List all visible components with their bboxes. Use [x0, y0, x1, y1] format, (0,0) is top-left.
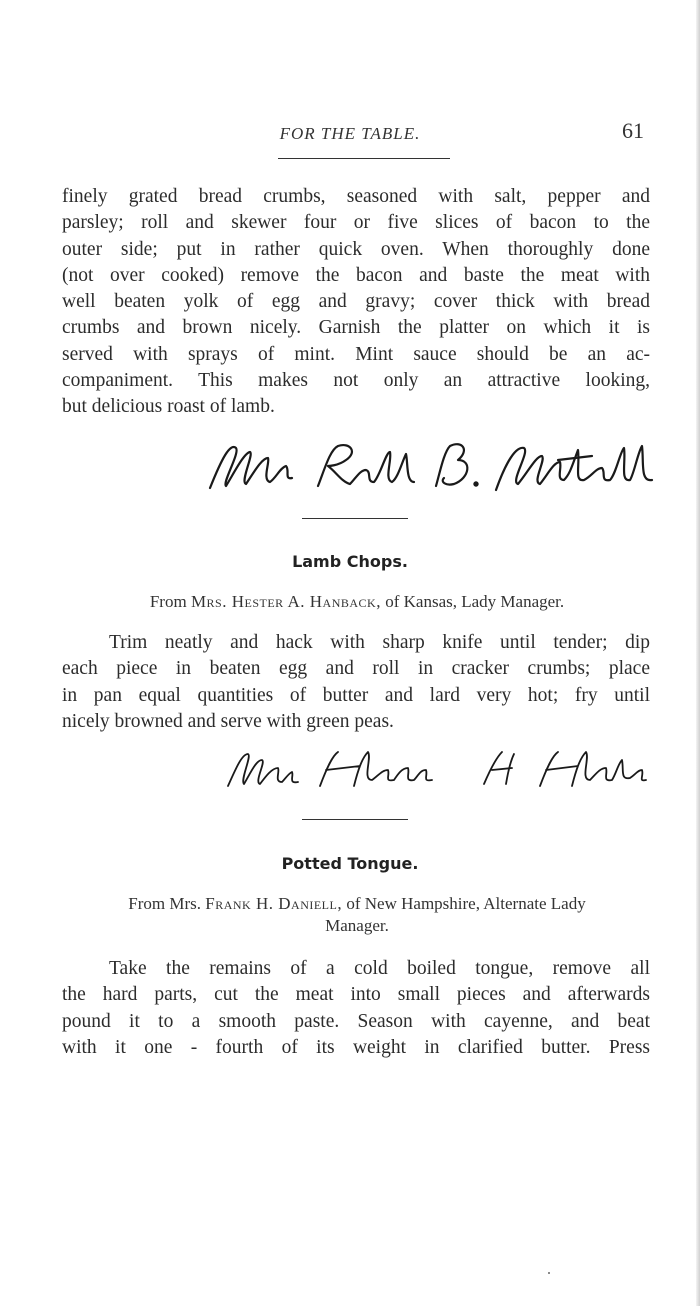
text-line: in pan equal quantities of butter and lard very hot; fry until: [62, 684, 650, 706]
recipe-title-lamb-chops: Lamb Chops.: [292, 552, 408, 571]
text-line: companiment. This makes not only an attractive looking,: [62, 370, 650, 392]
intro-paragraph: [62, 184, 650, 421]
recipe-source-potted-tongue: [62, 893, 652, 937]
source-line2: Manager.: [325, 916, 389, 935]
source-suffix: of New Hampshire, Alternate Lady: [346, 894, 586, 913]
text-line: with it one - fourth of its weight in clarified butter. Press: [62, 1036, 650, 1058]
header-rule: [278, 158, 450, 159]
source-name: Mrs. Hester A. Hanback,: [190, 592, 381, 611]
text-line: but delicious roast of lamb.: [62, 396, 275, 418]
text-line: pound it to a smooth paste. Season with cayenne, and beat: [62, 1010, 650, 1032]
page-number: 61: [622, 118, 644, 143]
recipe-title-potted-tongue: Potted Tongue.: [281, 854, 419, 873]
signature-hanback: [222, 746, 652, 796]
recipe-source-lamb-chops: [62, 591, 652, 613]
page-speck: [548, 1272, 550, 1274]
text-line: Trim neatly and hack with sharp knife until tender; dip: [109, 632, 650, 653]
text-line: well beaten yolk of egg and gravy; cover thick with bread: [62, 291, 650, 313]
text-line: parsley; roll and skewer four or five slices of bacon to the: [62, 212, 650, 234]
text-line: (not over cooked) remove the bacon and baste the meat with: [62, 264, 650, 286]
source-prefix: From: [149, 592, 187, 611]
text-line: the hard parts, cut the meat into small pieces and afterwards: [62, 984, 650, 1006]
text-line: each piece in beaten egg and roll in cracker crumbs; place: [62, 658, 650, 680]
source-suffix: of Kansas, Lady Manager.: [385, 592, 565, 611]
text-line: finely grated bread crumbs, seasoned with salt, pepper and: [62, 186, 650, 207]
source-prefix: From Mrs.: [128, 894, 202, 913]
signature-mitchell: [200, 438, 660, 498]
page-edge: [696, 0, 700, 1306]
section-rule: [302, 518, 408, 519]
source-name: Frank H. Daniell,: [205, 894, 343, 913]
text-line: Take the remains of a cold boiled tongue, remove all: [109, 958, 650, 979]
lamb-chops-paragraph: [62, 630, 650, 735]
section-rule: [302, 819, 408, 820]
text-line: served with sprays of mint. Mint sauce should be an ac-: [62, 343, 650, 365]
running-header: FOR THE TABLE.: [279, 124, 421, 143]
text-line: nicely browned and serve with green peas.: [62, 710, 394, 732]
text-line: outer side; put in rather quick oven. When thoroughly done: [62, 238, 650, 260]
text-line: crumbs and brown nicely. Garnish the platter on which it is: [62, 317, 650, 339]
potted-tongue-paragraph: [62, 956, 650, 1061]
